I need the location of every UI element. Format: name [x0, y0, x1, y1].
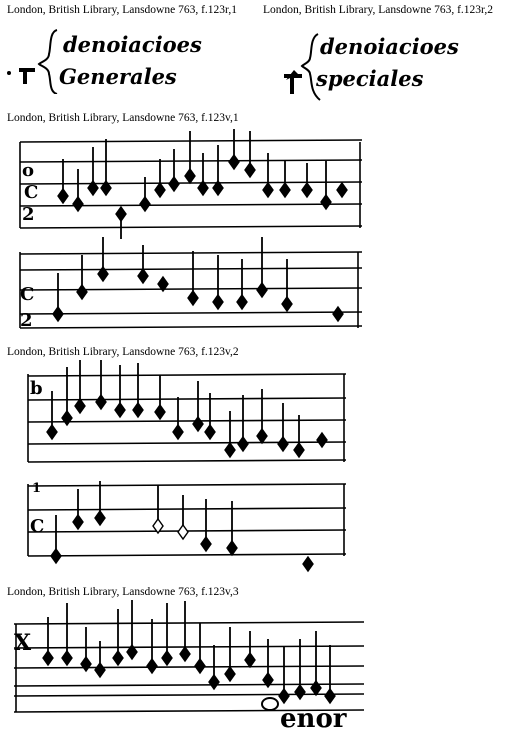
music-staff-123v-2	[0, 360, 370, 580]
clef-sign: 2	[20, 310, 33, 331]
handwriting-generales: Generales	[59, 64, 177, 89]
manuscript-snippet-123v-1	[0, 128, 370, 338]
caption-f123r-1: London, British Library, Lansdowne 763, f.123r,1	[7, 4, 238, 16]
clef-sign: X	[14, 630, 32, 656]
note-head	[162, 651, 172, 665]
staff-line	[20, 326, 362, 328]
staff-line	[28, 484, 346, 486]
note-head	[193, 417, 203, 431]
note-head	[51, 549, 61, 563]
staff-line	[28, 374, 346, 376]
note-head	[195, 659, 205, 673]
note-head	[280, 183, 290, 197]
note-head	[227, 541, 237, 555]
note-head	[138, 269, 148, 283]
note-head	[73, 515, 83, 529]
note-head	[81, 657, 91, 671]
handwriting-denominationes: denoiacioes	[320, 34, 459, 59]
manuscript-snippet-123v-2	[0, 360, 370, 580]
staff-line	[20, 160, 362, 162]
clef-sign: o	[22, 160, 35, 181]
clef-sign: 2	[22, 204, 35, 225]
handwriting-denominationes: denoiacioes	[63, 32, 202, 57]
note-head	[325, 689, 335, 703]
note-head	[225, 667, 235, 681]
manuscript-snippet-123r-1	[5, 24, 245, 94]
note-head	[43, 651, 53, 665]
staff-line	[14, 666, 364, 668]
handwriting-tenor: enor	[280, 704, 347, 734]
note-head	[262, 698, 278, 710]
note-head	[95, 663, 105, 677]
note-head	[115, 403, 125, 417]
note-head	[245, 653, 255, 667]
staff-line	[20, 312, 362, 314]
note-head	[147, 659, 157, 673]
note-head	[113, 651, 123, 665]
note-head	[53, 307, 63, 321]
note-head	[169, 177, 179, 191]
note-head	[303, 557, 313, 571]
note-head	[205, 425, 215, 439]
note-head	[58, 189, 68, 203]
staff-line	[28, 508, 346, 510]
note-head	[311, 681, 321, 695]
note-head	[263, 183, 273, 197]
staff-line	[20, 204, 362, 206]
caption-f123v-1: London, British Library, Lansdowne 763, f.123v,1	[7, 112, 239, 124]
note-head	[225, 443, 235, 457]
note-head	[178, 525, 188, 539]
note-head	[237, 295, 247, 309]
note-head	[62, 651, 72, 665]
note-head	[180, 647, 190, 661]
staff-line	[14, 694, 364, 696]
caption-f123v-2: London, British Library, Lansdowne 763, f.123v,2	[7, 346, 239, 358]
note-head	[73, 197, 83, 211]
note-head	[62, 411, 72, 425]
note-head	[209, 675, 219, 689]
note-head	[257, 429, 267, 443]
clef-sign: C	[20, 284, 35, 305]
note-head	[245, 163, 255, 177]
music-staff-123v-1	[0, 128, 370, 338]
note-head	[133, 403, 143, 417]
note-head	[229, 155, 239, 169]
note-head	[47, 425, 57, 439]
note-head	[185, 169, 195, 183]
note-head	[77, 285, 87, 299]
staff-line	[20, 288, 362, 290]
manuscript-snippet-123v-3	[0, 600, 370, 742]
staff-line	[20, 252, 362, 254]
note-head	[317, 433, 327, 447]
clef-sign: b	[30, 378, 43, 399]
note-head	[155, 405, 165, 419]
note-head	[140, 197, 150, 211]
note-head	[295, 685, 305, 699]
note-head	[321, 195, 331, 209]
note-head	[75, 399, 85, 413]
clef-sign: C	[30, 516, 45, 537]
clef-sign: 1	[32, 481, 42, 496]
staff-line	[14, 684, 364, 686]
note-head	[282, 297, 292, 311]
note-head	[337, 183, 347, 197]
manuscript-snippet-123r-2	[280, 24, 459, 104]
staff-line	[28, 460, 346, 462]
note-head	[201, 537, 211, 551]
note-head	[116, 207, 126, 221]
note-head	[278, 437, 288, 451]
staff-line	[28, 398, 346, 400]
handwriting-speciales: speciales	[316, 66, 424, 91]
note-head	[302, 183, 312, 197]
note-head	[333, 307, 343, 321]
clef-sign: C	[24, 182, 39, 203]
note-head	[294, 443, 304, 457]
note-head	[96, 395, 106, 409]
staff-line	[20, 268, 362, 270]
caption-f123r-2: London, British Library, Lansdowne 763, f.123r,2	[263, 4, 494, 16]
note-head	[173, 425, 183, 439]
note-head	[279, 689, 289, 703]
staff-line	[20, 140, 362, 142]
caption-f123v-3: London, British Library, Lansdowne 763, f.123v,3	[7, 586, 239, 598]
note-head	[238, 437, 248, 451]
staff-line	[28, 554, 346, 556]
staff-line	[20, 226, 362, 228]
note-head	[155, 183, 165, 197]
note-head	[188, 291, 198, 305]
note-head	[213, 295, 223, 309]
note-head	[95, 511, 105, 525]
note-head	[257, 283, 267, 297]
